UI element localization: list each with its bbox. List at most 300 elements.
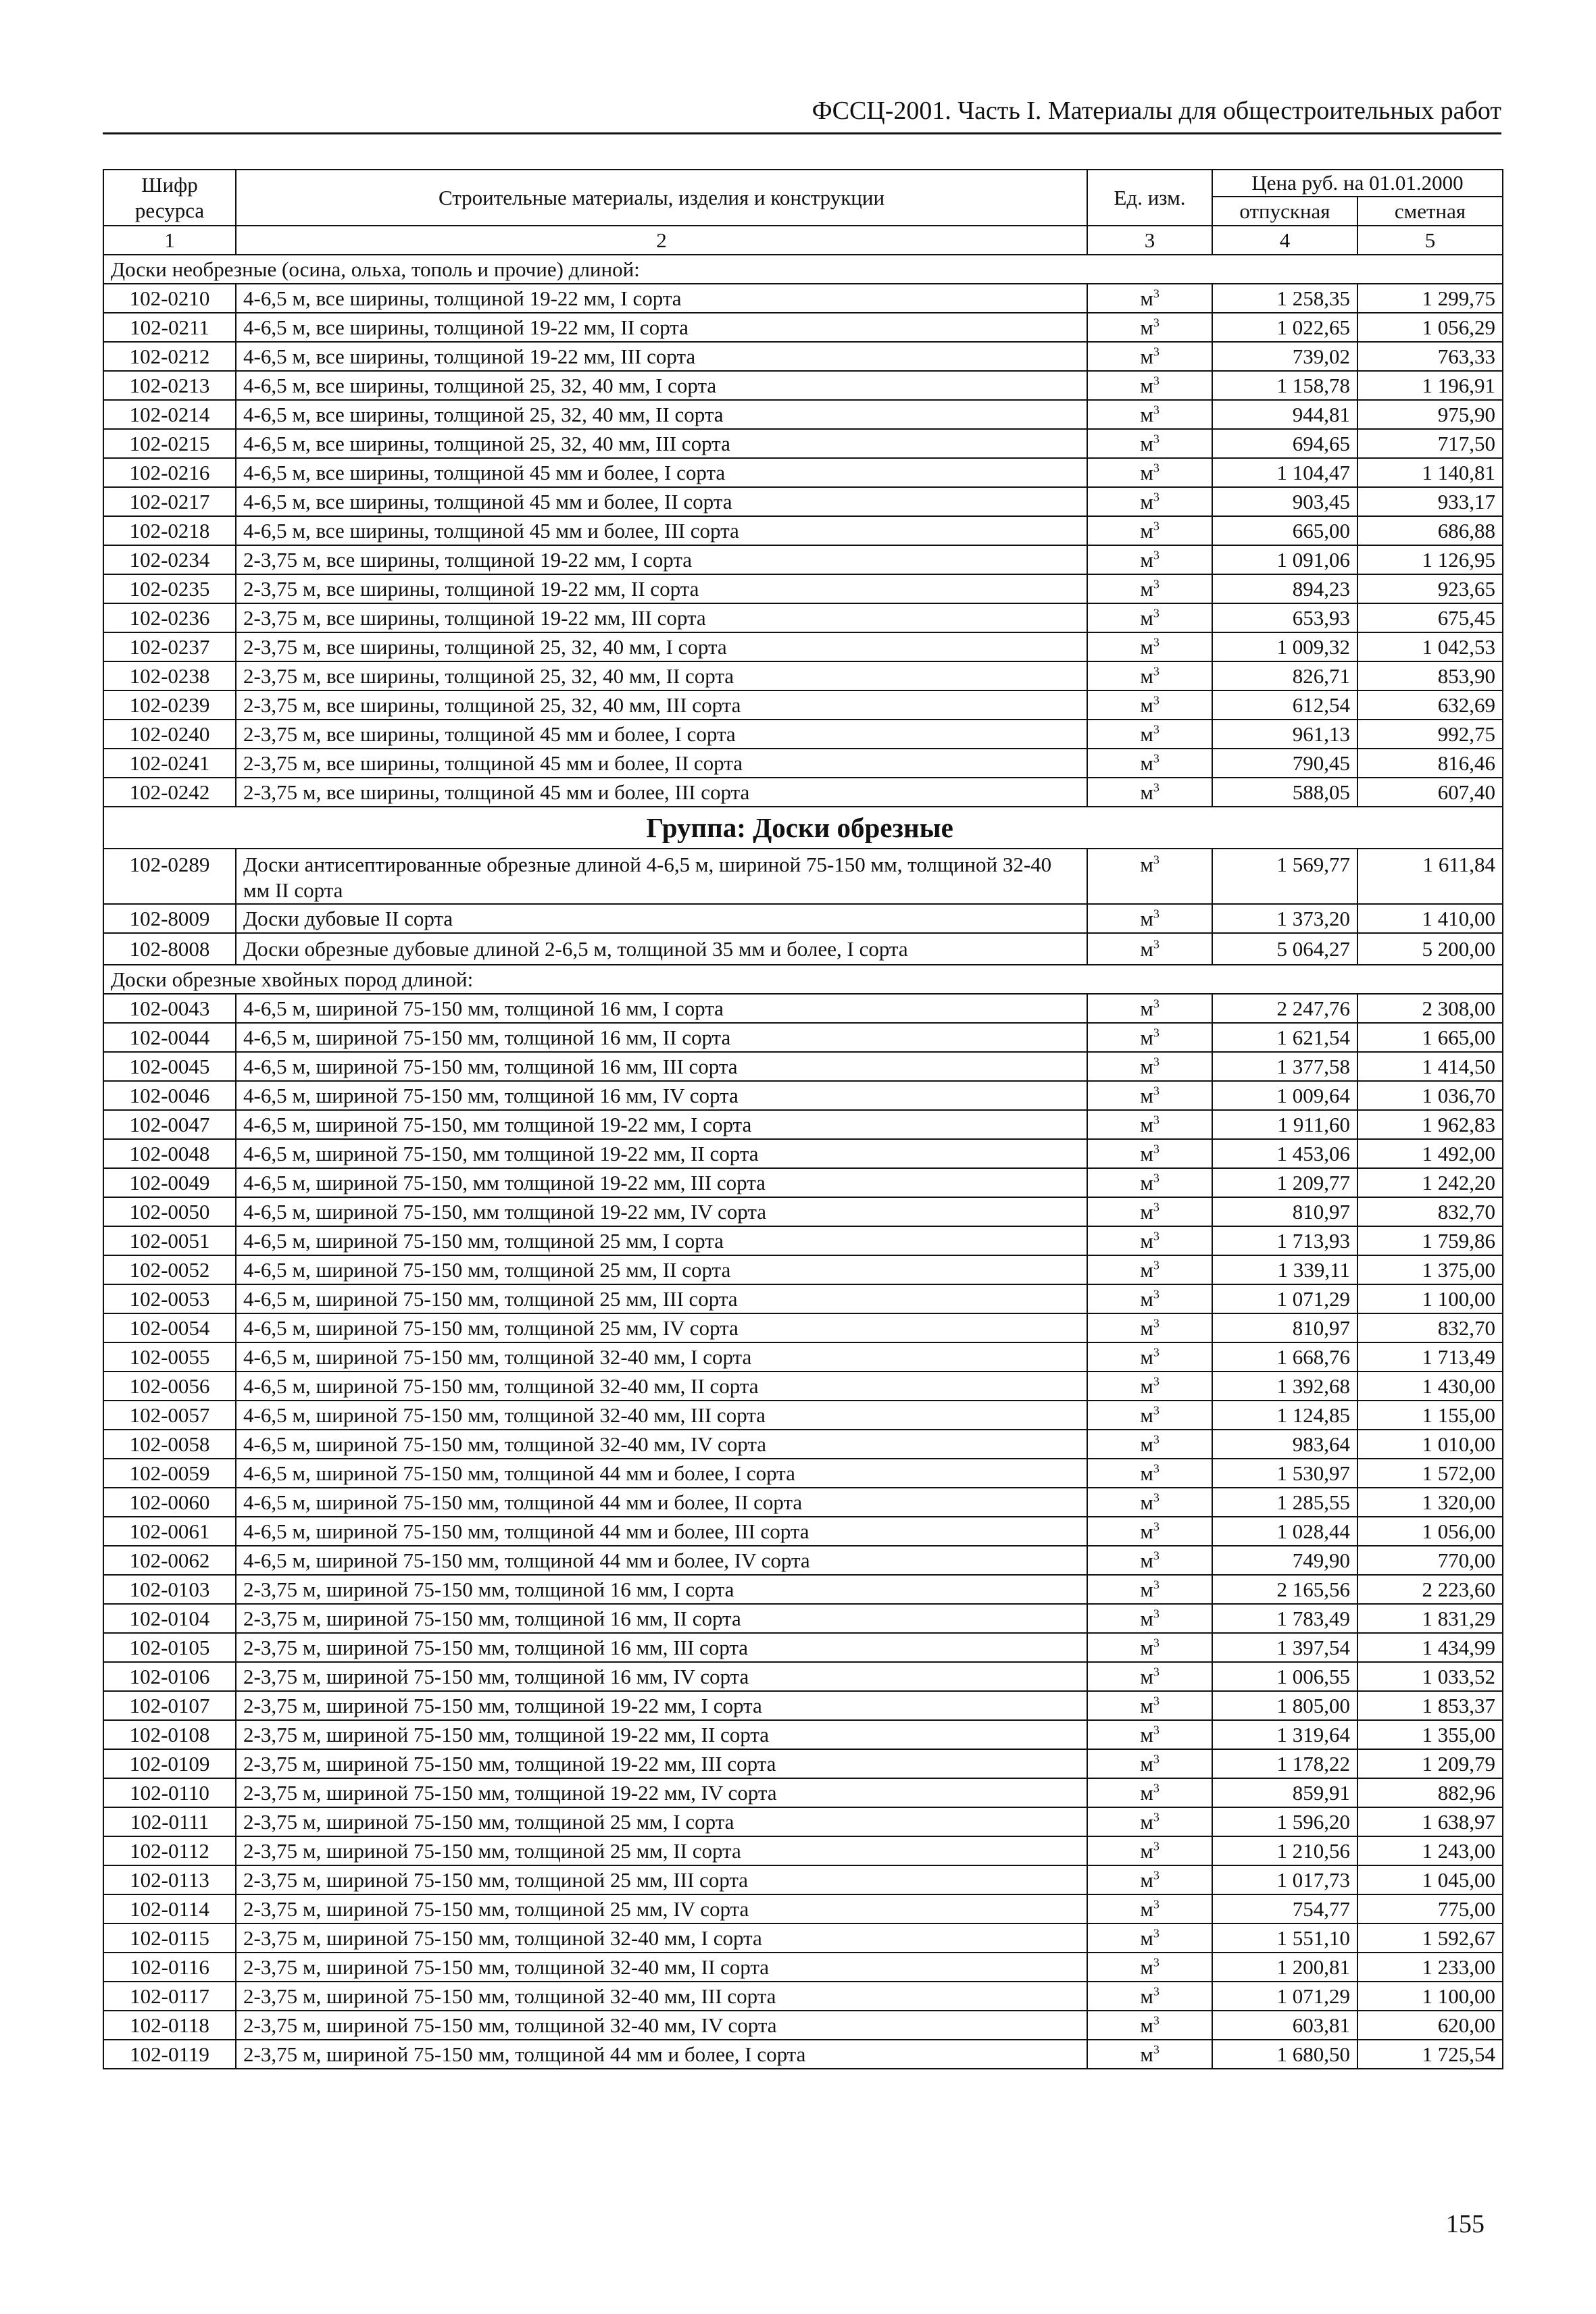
material-name: 4-6,5 м, шириной 75-150 мм, толщиной 32-40 мм, I сорта: [236, 1342, 1087, 1372]
resource-code: 102-0217: [103, 487, 236, 516]
release-price: 588,05: [1212, 778, 1357, 807]
superscript-cube: 3: [1153, 577, 1159, 591]
superscript-cube: 3: [1153, 2042, 1159, 2057]
unit: $м^3$: [1087, 1923, 1212, 1953]
unit: $м^3$: [1087, 690, 1212, 720]
unit: $м^3$: [1087, 661, 1212, 690]
release-price: 1 377,58: [1212, 1052, 1357, 1081]
table-row: [103, 1575, 1503, 1604]
release-price: 1 017,73: [1212, 1865, 1357, 1894]
table-row: [103, 1836, 1503, 1865]
superscript-cube: 3: [1153, 664, 1159, 678]
resource-code: 102-0211: [103, 313, 236, 342]
unit: $м^3$: [1087, 933, 1212, 965]
resource-code: 102-0116: [103, 1953, 236, 1982]
table-row: [103, 1197, 1503, 1226]
superscript-cube: 3: [1153, 1607, 1159, 1621]
superscript-cube: 3: [1153, 1316, 1159, 1330]
table-row: [103, 849, 1503, 904]
superscript-cube: 3: [1153, 1113, 1159, 1127]
unit: $м^3$: [1087, 371, 1212, 400]
resource-code: 102-0289: [103, 849, 236, 904]
unit: $м^3$: [1087, 1517, 1212, 1546]
superscript-cube: 3: [1153, 1636, 1159, 1650]
unit: $м^3$: [1087, 1604, 1212, 1633]
release-price: 1 569,77: [1212, 849, 1357, 904]
material-name: 2-3,75 м, шириной 75-150 мм, толщиной 44 мм и более, I сорта: [236, 2040, 1087, 2069]
table-row: [103, 2040, 1503, 2069]
material-name: 2-3,75 м, все ширины, толщиной 19-22 мм, II сорта: [236, 574, 1087, 603]
table-row: [103, 1110, 1503, 1139]
superscript-cube: 3: [1153, 635, 1159, 649]
table-row: [103, 632, 1503, 661]
estimate-price: 832,70: [1357, 1313, 1503, 1342]
release-price: 859,91: [1212, 1778, 1357, 1807]
resource-code: 102-0104: [103, 1604, 236, 1633]
table-row: [103, 284, 1503, 313]
column-number: 1: [103, 226, 236, 255]
estimate-price: 686,88: [1357, 516, 1503, 545]
release-price: 1 551,10: [1212, 1923, 1357, 1953]
table-row: [103, 1226, 1503, 1255]
table-row: [103, 933, 1503, 965]
material-name: 2-3,75 м, шириной 75-150 мм, толщиной 25 мм, I сорта: [236, 1807, 1087, 1836]
resource-code: 102-0049: [103, 1168, 236, 1197]
estimate-price: 2 223,60: [1357, 1575, 1503, 1604]
resource-code: 102-0111: [103, 1807, 236, 1836]
material-name: 4-6,5 м, шириной 75-150 мм, толщиной 44 мм и более, I сорта: [236, 1459, 1087, 1488]
estimate-price: 1 155,00: [1357, 1401, 1503, 1430]
table-row: [103, 1662, 1503, 1691]
superscript-cube: 3: [1153, 1868, 1159, 1882]
unit: $м^3$: [1087, 904, 1212, 933]
unit: $м^3$: [1087, 1691, 1212, 1720]
material-name: 2-3,75 м, шириной 75-150 мм, толщиной 25 мм, IV сорта: [236, 1894, 1087, 1923]
material-name: 4-6,5 м, все ширины, толщиной 45 мм и более, II сорта: [236, 487, 1087, 516]
superscript-cube: 3: [1153, 1026, 1159, 1040]
table-row: [103, 904, 1503, 933]
material-name: 2-3,75 м, все ширины, толщиной 25, 32, 40 мм, I сорта: [236, 632, 1087, 661]
group-row: [103, 255, 1503, 284]
estimate-price: 1 853,37: [1357, 1691, 1503, 1720]
estimate-price: 1 242,20: [1357, 1168, 1503, 1197]
table-row: [103, 1865, 1503, 1894]
release-price: 903,45: [1212, 487, 1357, 516]
resource-code: 102-0241: [103, 749, 236, 778]
estimate-price: 775,00: [1357, 1894, 1503, 1923]
estimate-price: 1 962,83: [1357, 1110, 1503, 1139]
table-row: [103, 690, 1503, 720]
table-row: [103, 2011, 1503, 2040]
material-name: 2-3,75 м, все ширины, толщиной 19-22 мм, III сорта: [236, 603, 1087, 632]
release-price: 1 209,77: [1212, 1168, 1357, 1197]
material-name: 2-3,75 м, шириной 75-150 мм, толщиной 32-40 мм, I сорта: [236, 1923, 1087, 1953]
resource-code: 102-0236: [103, 603, 236, 632]
superscript-cube: 3: [1153, 519, 1159, 533]
column-number: 4: [1212, 226, 1357, 255]
resource-code: 102-0214: [103, 400, 236, 429]
release-price: 961,13: [1212, 720, 1357, 749]
resource-code: 102-0213: [103, 371, 236, 400]
unit: $м^3$: [1087, 1081, 1212, 1110]
release-price: 1 680,50: [1212, 2040, 1357, 2069]
unit: $м^3$: [1087, 1546, 1212, 1575]
resource-code: 102-0218: [103, 516, 236, 545]
table-row: [103, 516, 1503, 545]
superscript-cube: 3: [1153, 1839, 1159, 1853]
table-row: [103, 1720, 1503, 1749]
table-row: [103, 1168, 1503, 1197]
table-row: [103, 487, 1503, 516]
resource-code: 102-0110: [103, 1778, 236, 1807]
unit: $м^3$: [1087, 1284, 1212, 1313]
material-name: Доски дубовые II сорта: [236, 904, 1087, 933]
table-row: [103, 545, 1503, 574]
column-number-row: [103, 226, 1503, 255]
table-row: [103, 1313, 1503, 1342]
release-price: 1 258,35: [1212, 284, 1357, 313]
unit: $м^3$: [1087, 603, 1212, 632]
table-row: [103, 1139, 1503, 1168]
unit: $м^3$: [1087, 1749, 1212, 1778]
estimate-price: 1 665,00: [1357, 1023, 1503, 1052]
release-price: 1 071,29: [1212, 1982, 1357, 2011]
unit: $м^3$: [1087, 574, 1212, 603]
material-name: 4-6,5 м, шириной 75-150 мм, толщиной 16 мм, II сорта: [236, 1023, 1087, 1052]
table-row: [103, 458, 1503, 487]
estimate-price: 607,40: [1357, 778, 1503, 807]
table-row: [103, 1081, 1503, 1110]
resource-code: 102-0056: [103, 1372, 236, 1401]
unit: $м^3$: [1087, 516, 1212, 545]
release-price: 1 104,47: [1212, 458, 1357, 487]
release-price: 894,23: [1212, 574, 1357, 603]
release-price: 1 006,55: [1212, 1662, 1357, 1691]
resource-code: 102-0235: [103, 574, 236, 603]
table-row: [103, 1430, 1503, 1459]
superscript-cube: 3: [1153, 1432, 1159, 1447]
table-row: [103, 342, 1503, 371]
resource-code: 102-0210: [103, 284, 236, 313]
superscript-cube: 3: [1153, 1781, 1159, 1795]
estimate-price: 882,96: [1357, 1778, 1503, 1807]
estimate-price: 1 572,00: [1357, 1459, 1503, 1488]
header-price: Цена руб. на 01.01.2000: [1212, 170, 1503, 197]
group-row: [103, 807, 1503, 849]
estimate-price: 1 100,00: [1357, 1284, 1503, 1313]
unit: $м^3$: [1087, 313, 1212, 342]
estimate-price: 1 611,84: [1357, 849, 1503, 904]
estimate-price: 763,33: [1357, 342, 1503, 371]
release-price: 1 009,64: [1212, 1081, 1357, 1110]
superscript-cube: 3: [1153, 1055, 1159, 1069]
material-name: 4-6,5 м, все ширины, толщиной 19-22 мм, II сорта: [236, 313, 1087, 342]
resource-code: 102-0043: [103, 994, 236, 1023]
superscript-cube: 3: [1153, 1926, 1159, 1940]
material-name: 4-6,5 м, шириной 75-150 мм, толщиной 44 мм и более, II сорта: [236, 1488, 1087, 1517]
column-number: 2: [236, 226, 1087, 255]
superscript-cube: 3: [1153, 1142, 1159, 1156]
estimate-price: 717,50: [1357, 429, 1503, 458]
estimate-price: 1 492,00: [1357, 1139, 1503, 1168]
release-price: 1 158,78: [1212, 371, 1357, 400]
estimate-price: 1 414,50: [1357, 1052, 1503, 1081]
material-name: 2-3,75 м, шириной 75-150 мм, толщиной 25 мм, II сорта: [236, 1836, 1087, 1865]
resource-code: 102-0050: [103, 1197, 236, 1226]
superscript-cube: 3: [1153, 374, 1159, 388]
table-row: [103, 400, 1503, 429]
estimate-price: 1 638,97: [1357, 1807, 1503, 1836]
unit: $м^3$: [1087, 2011, 1212, 2040]
unit: $м^3$: [1087, 749, 1212, 778]
unit: $м^3$: [1087, 1865, 1212, 1894]
estimate-price: 1 140,81: [1357, 458, 1503, 487]
table-body: [103, 170, 1503, 2069]
material-name: 2-3,75 м, шириной 75-150 мм, толщиной 32-40 мм, IV сорта: [236, 2011, 1087, 2040]
release-price: 665,00: [1212, 516, 1357, 545]
material-name: 2-3,75 м, шириной 75-150 мм, толщиной 32-40 мм, III сорта: [236, 1982, 1087, 2011]
release-price: 653,93: [1212, 603, 1357, 632]
table-row: [103, 603, 1503, 632]
release-price: 810,97: [1212, 1313, 1357, 1342]
estimate-price: 832,70: [1357, 1197, 1503, 1226]
material-name: 2-3,75 м, все ширины, толщиной 25, 32, 40 мм, III сорта: [236, 690, 1087, 720]
page-header: [103, 93, 1501, 134]
release-price: 1 319,64: [1212, 1720, 1357, 1749]
unit: $м^3$: [1087, 1662, 1212, 1691]
superscript-cube: 3: [1153, 1723, 1159, 1737]
material-name: 2-3,75 м, шириной 75-150 мм, толщиной 32-40 мм, II сорта: [236, 1953, 1087, 1982]
table-header-row: [103, 170, 1503, 197]
estimate-price: 1 320,00: [1357, 1488, 1503, 1517]
material-name: 4-6,5 м, шириной 75-150 мм, толщиной 25 мм, II сорта: [236, 1255, 1087, 1284]
unit: $м^3$: [1087, 1430, 1212, 1459]
resource-code: 102-0240: [103, 720, 236, 749]
estimate-price: 1 713,49: [1357, 1342, 1503, 1372]
header-code: Шифр ресурса: [103, 170, 236, 226]
material-name: 2-3,75 м, шириной 75-150 мм, толщиной 16 мм, IV сорта: [236, 1662, 1087, 1691]
superscript-cube: 3: [1153, 1403, 1159, 1417]
unit: $м^3$: [1087, 1255, 1212, 1284]
unit: $м^3$: [1087, 1139, 1212, 1168]
table-row: [103, 1894, 1503, 1923]
unit: $м^3$: [1087, 1778, 1212, 1807]
table-row: [103, 1807, 1503, 1836]
superscript-cube: 3: [1153, 461, 1159, 475]
table-row: [103, 1749, 1503, 1778]
table-row: [103, 313, 1503, 342]
material-name: 2-3,75 м, шириной 75-150 мм, толщиной 25 мм, III сорта: [236, 1865, 1087, 1894]
release-price: 1 392,68: [1212, 1372, 1357, 1401]
release-price: 790,45: [1212, 749, 1357, 778]
superscript-cube: 3: [1153, 997, 1159, 1011]
unit: $м^3$: [1087, 487, 1212, 516]
estimate-price: 816,46: [1357, 749, 1503, 778]
table-row: [103, 1284, 1503, 1313]
material-name: 4-6,5 м, шириной 75-150, мм толщиной 19-22 мм, II сорта: [236, 1139, 1087, 1168]
group-title: Доски необрезные (осина, ольха, тополь и прочие) длиной:: [103, 255, 1503, 284]
superscript-cube: 3: [1153, 1955, 1159, 1969]
price-table: [103, 169, 1503, 2069]
superscript-cube: 3: [1153, 1665, 1159, 1679]
resource-code: 102-0058: [103, 1430, 236, 1459]
resource-code: 102-0237: [103, 632, 236, 661]
material-name: 2-3,75 м, шириной 75-150 мм, толщиной 19-22 мм, I сорта: [236, 1691, 1087, 1720]
resource-code: 102-0055: [103, 1342, 236, 1372]
unit: $м^3$: [1087, 1110, 1212, 1139]
material-name: 2-3,75 м, все ширины, толщиной 45 мм и более, I сорта: [236, 720, 1087, 749]
table-row: [103, 371, 1503, 400]
material-name: 2-3,75 м, все ширины, толщиной 45 мм и более, III сорта: [236, 778, 1087, 807]
header-name: Строительные материалы, изделия и конструкции: [236, 170, 1087, 226]
resource-code: 102-0234: [103, 545, 236, 574]
estimate-price: 1 045,00: [1357, 1865, 1503, 1894]
material-name: 4-6,5 м, шириной 75-150 мм, толщиной 16 мм, IV сорта: [236, 1081, 1087, 1110]
resource-code: 102-0114: [103, 1894, 236, 1923]
estimate-price: 632,69: [1357, 690, 1503, 720]
table-row: [103, 429, 1503, 458]
release-price: 1 028,44: [1212, 1517, 1357, 1546]
unit: $м^3$: [1087, 1836, 1212, 1865]
estimate-price: 1 042,53: [1357, 632, 1503, 661]
material-name: 4-6,5 м, шириной 75-150, мм толщиной 19-22 мм, III сорта: [236, 1168, 1087, 1197]
unit: $м^3$: [1087, 1023, 1212, 1052]
material-name: Доски антисептированные обрезные длиной 4-6,5 м, шириной 75-150 мм, толщиной 32-40 мм II сорта: [236, 849, 1087, 904]
release-price: 739,02: [1212, 342, 1357, 371]
superscript-cube: 3: [1153, 937, 1159, 951]
release-price: 983,64: [1212, 1430, 1357, 1459]
release-price: 5 064,27: [1212, 933, 1357, 965]
estimate-price: 1 036,70: [1357, 1081, 1503, 1110]
superscript-cube: 3: [1153, 1578, 1159, 1592]
superscript-cube: 3: [1153, 1694, 1159, 1708]
material-name: 4-6,5 м, шириной 75-150 мм, толщиной 25 мм, IV сорта: [236, 1313, 1087, 1342]
estimate-price: 1 759,86: [1357, 1226, 1503, 1255]
table-row: [103, 1923, 1503, 1953]
superscript-cube: 3: [1153, 316, 1159, 330]
unit: $м^3$: [1087, 1982, 1212, 2011]
superscript-cube: 3: [1153, 1374, 1159, 1388]
unit: $м^3$: [1087, 458, 1212, 487]
unit: $м^3$: [1087, 1226, 1212, 1255]
unit: $м^3$: [1087, 1197, 1212, 1226]
unit: $м^3$: [1087, 429, 1212, 458]
superscript-cube: 3: [1153, 1752, 1159, 1766]
resource-code: 102-8009: [103, 904, 236, 933]
unit: $м^3$: [1087, 1720, 1212, 1749]
unit: $м^3$: [1087, 545, 1212, 574]
estimate-price: 933,17: [1357, 487, 1503, 516]
resource-code: 102-0242: [103, 778, 236, 807]
resource-code: 102-0045: [103, 1052, 236, 1081]
superscript-cube: 3: [1153, 722, 1159, 736]
material-name: 4-6,5 м, шириной 75-150 мм, толщиной 16 мм, I сорта: [236, 994, 1087, 1023]
resource-code: 102-0118: [103, 2011, 236, 2040]
material-name: 4-6,5 м, все ширины, толщиной 45 мм и более, I сорта: [236, 458, 1087, 487]
unit: $м^3$: [1087, 1052, 1212, 1081]
table-row: [103, 1255, 1503, 1284]
table-row: [103, 1488, 1503, 1517]
resource-code: 102-0109: [103, 1749, 236, 1778]
estimate-price: 1 033,52: [1357, 1662, 1503, 1691]
resource-code: 102-0105: [103, 1633, 236, 1662]
estimate-price: 770,00: [1357, 1546, 1503, 1575]
resource-code: 102-0048: [103, 1139, 236, 1168]
unit: $м^3$: [1087, 2040, 1212, 2069]
unit: $м^3$: [1087, 849, 1212, 904]
material-name: 4-6,5 м, шириной 75-150 мм, толщиной 25 мм, I сорта: [236, 1226, 1087, 1255]
material-name: 2-3,75 м, шириной 75-150 мм, толщиной 19-22 мм, IV сорта: [236, 1778, 1087, 1807]
release-price: 1 091,06: [1212, 545, 1357, 574]
release-price: 1 373,20: [1212, 904, 1357, 933]
release-price: 1 621,54: [1212, 1023, 1357, 1052]
table-row: [103, 574, 1503, 603]
material-name: 4-6,5 м, шириной 75-150, мм толщиной 19-22 мм, IV сорта: [236, 1197, 1087, 1226]
material-name: 4-6,5 м, шириной 75-150, мм толщиной 19-22 мм, I сорта: [236, 1110, 1087, 1139]
release-price: 1 285,55: [1212, 1488, 1357, 1517]
superscript-cube: 3: [1153, 693, 1159, 707]
material-name: 2-3,75 м, шириной 75-150 мм, толщиной 19-22 мм, III сорта: [236, 1749, 1087, 1778]
release-price: 1 200,81: [1212, 1953, 1357, 1982]
material-name: 4-6,5 м, все ширины, толщиной 19-22 мм, I сорта: [236, 284, 1087, 313]
resource-code: 102-0215: [103, 429, 236, 458]
superscript-cube: 3: [1153, 286, 1159, 301]
table-row: [103, 1604, 1503, 1633]
table-row: [103, 1372, 1503, 1401]
material-name: 2-3,75 м, шириной 75-150 мм, толщиной 16 мм, II сорта: [236, 1604, 1087, 1633]
resource-code: 102-0053: [103, 1284, 236, 1313]
superscript-cube: 3: [1153, 490, 1159, 504]
superscript-cube: 3: [1153, 1810, 1159, 1824]
release-price: 1 668,76: [1212, 1342, 1357, 1372]
release-price: 1 009,32: [1212, 632, 1357, 661]
unit: $м^3$: [1087, 1168, 1212, 1197]
material-name: 4-6,5 м, шириной 75-150 мм, толщиной 16 мм, III сорта: [236, 1052, 1087, 1081]
superscript-cube: 3: [1153, 1171, 1159, 1185]
estimate-price: 1 299,75: [1357, 284, 1503, 313]
material-name: 2-3,75 м, все ширины, толщиной 45 мм и более, II сорта: [236, 749, 1087, 778]
superscript-cube: 3: [1153, 1984, 1159, 1998]
table-row: [103, 1052, 1503, 1081]
release-price: 603,81: [1212, 2011, 1357, 2040]
estimate-price: 975,90: [1357, 400, 1503, 429]
material-name: 4-6,5 м, все ширины, толщиной 25, 32, 40 мм, III сорта: [236, 429, 1087, 458]
estimate-price: 1 126,95: [1357, 545, 1503, 574]
material-name: 4-6,5 м, все ширины, толщиной 19-22 мм, III сорта: [236, 342, 1087, 371]
estimate-price: 1 434,99: [1357, 1633, 1503, 1662]
table-row: [103, 778, 1503, 807]
superscript-cube: 3: [1153, 1229, 1159, 1243]
estimate-price: 1 410,00: [1357, 904, 1503, 933]
release-price: 2 247,76: [1212, 994, 1357, 1023]
header-unit: Ед. изм.: [1087, 170, 1212, 226]
release-price: 1 210,56: [1212, 1836, 1357, 1865]
table-row: [103, 749, 1503, 778]
material-name: 4-6,5 м, шириной 75-150 мм, толщиной 32-40 мм, II сорта: [236, 1372, 1087, 1401]
release-price: 754,77: [1212, 1894, 1357, 1923]
material-name: 4-6,5 м, все ширины, толщиной 45 мм и более, III сорта: [236, 516, 1087, 545]
release-price: 826,71: [1212, 661, 1357, 690]
table-row: [103, 1023, 1503, 1052]
superscript-cube: 3: [1153, 1200, 1159, 1214]
unit: $м^3$: [1087, 720, 1212, 749]
resource-code: 102-0046: [103, 1081, 236, 1110]
superscript-cube: 3: [1153, 780, 1159, 795]
resource-code: 102-0059: [103, 1459, 236, 1488]
estimate-price: 992,75: [1357, 720, 1503, 749]
superscript-cube: 3: [1153, 907, 1159, 921]
release-price: 612,54: [1212, 690, 1357, 720]
